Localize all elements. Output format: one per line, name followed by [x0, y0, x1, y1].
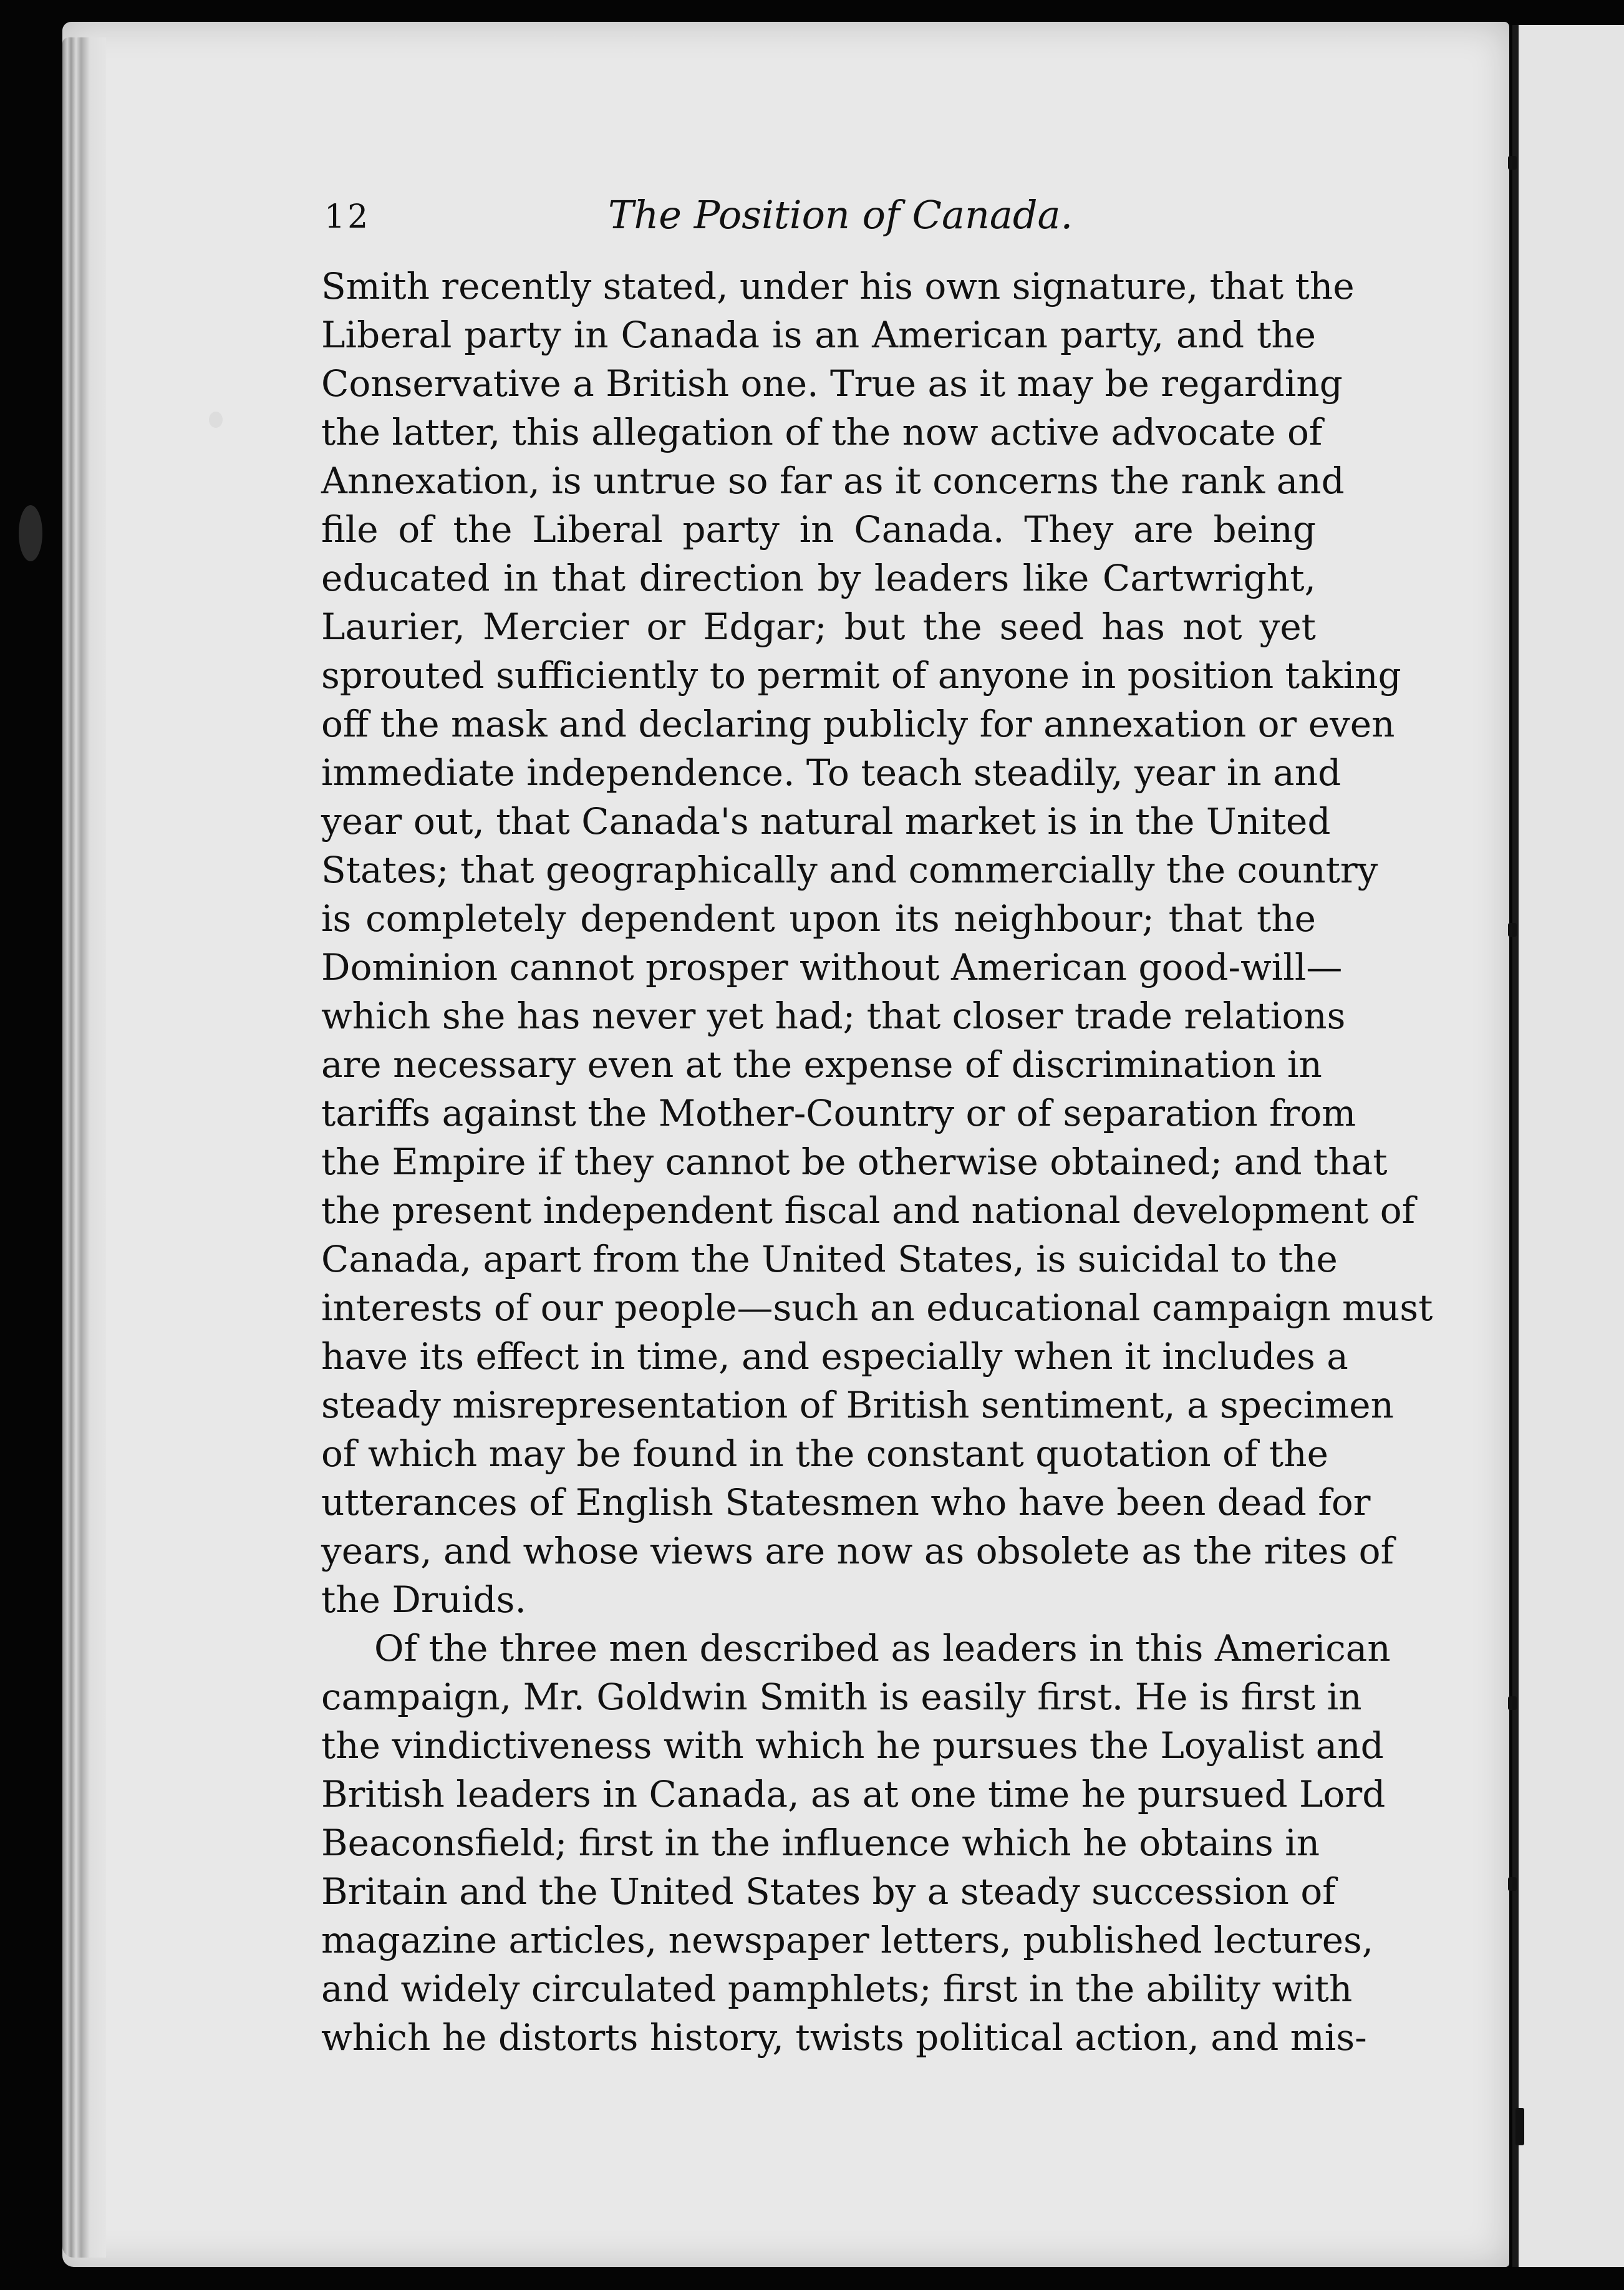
paragraph	[321, 1624, 1391, 2062]
text-line: the latter, this allegation of the now active advocate of	[321, 411, 1323, 453]
text-line: off the mask and declaring publicly for annexation or even	[321, 703, 1395, 745]
text-line: campaign, Mr. Goldwin Smith is easily first. He is first in	[321, 1676, 1362, 1718]
text-line: utterances of English Statesmen who have been dead for	[321, 1481, 1371, 1524]
text-line: file of the Liberal party in Canada. They are being	[321, 508, 1316, 551]
text-line: which he distorts history, twists political action, and mis-	[321, 2016, 1367, 2059]
text-line: Of the three men described as leaders in this American	[374, 1627, 1391, 1669]
binding-thread-mark	[1508, 923, 1517, 937]
facing-page-edge	[1512, 25, 1624, 2267]
text-line: the present independent fiscal and national development of	[321, 1189, 1416, 1232]
text-line: Smith recently stated, under his own signature, that the	[321, 265, 1355, 307]
binding-thread-mark	[1508, 1696, 1517, 1710]
text-line: magazine articles, newspaper letters, published lectures,	[321, 1919, 1374, 1961]
text-line: Britain and the United States by a steady succession of	[321, 1870, 1336, 1913]
text-line: year out, that Canada's natural market is in the United	[321, 800, 1331, 843]
text-line: which she has never yet had; that closer trade relations	[321, 995, 1346, 1037]
text-line: British leaders in Canada, as at one time he pursued Lord	[321, 1773, 1386, 1815]
text-line: is completely dependent upon its neighbour; that the	[321, 897, 1316, 940]
text-line: of which may be found in the constant quotation of the	[321, 1432, 1328, 1475]
text-line: are necessary even at the expense of discrimination in	[321, 1043, 1322, 1086]
page-header	[324, 187, 1310, 256]
page-number: 12	[324, 198, 371, 236]
text-line: and widely circulated pamphlets; first in the ability with	[321, 1968, 1353, 2010]
text-line: States; that geographically and commercially the country	[321, 849, 1378, 891]
text-line: steady misrepresentation of British sentiment, a specimen	[321, 1384, 1394, 1426]
text-line: interests of our people—such an educational campaign must	[321, 1287, 1433, 1329]
text-line: Conservative a British one. True as it may be regarding	[321, 362, 1343, 405]
running-title: The Position of Canada.	[608, 192, 1073, 238]
text-line: Liberal party in Canada is an American party, and the	[321, 314, 1316, 356]
text-line: Beaconsfield; first in the influence which he obtains in	[321, 1822, 1320, 1864]
binding-thread-mark	[1508, 1877, 1517, 1891]
text-line: years, and whose views are now as obsolete as the rites of	[321, 1530, 1394, 1572]
text-line: the Druids.	[321, 1578, 526, 1621]
text-line: have its effect in time, and especially when it includes a	[321, 1335, 1348, 1378]
text-line: educated in that direction by leaders like Cartwright,	[321, 557, 1316, 599]
page-stack-edge	[62, 37, 106, 2258]
paragraph	[321, 262, 1433, 1624]
text-line: Canada, apart from the United States, is suicidal to the	[321, 1238, 1338, 1280]
text-line: Annexation, is untrue so far as it concerns the rank and	[321, 460, 1345, 502]
paper-speck	[209, 412, 223, 428]
text-line: Laurier, Mercier or Edgar; but the seed has not yet	[321, 606, 1316, 648]
paper-speck	[19, 505, 42, 561]
body-text	[321, 262, 1433, 2062]
text-line: the vindictiveness with which he pursues the Loyalist and	[321, 1724, 1384, 1767]
text-line: immediate independence. To teach steadily, year in and	[321, 751, 1341, 794]
binding-thread-mark	[1515, 2108, 1524, 2145]
binding-thread-mark	[1508, 156, 1517, 170]
text-line: Dominion cannot prosper without American good-will—	[321, 946, 1343, 988]
text-line: sprouted sufficiently to permit of anyone in position taking	[321, 654, 1401, 697]
text-line: tariffs against the Mother-Country or of separation from	[321, 1092, 1356, 1134]
text-line: the Empire if they cannot be otherwise obtained; and that	[321, 1141, 1388, 1183]
